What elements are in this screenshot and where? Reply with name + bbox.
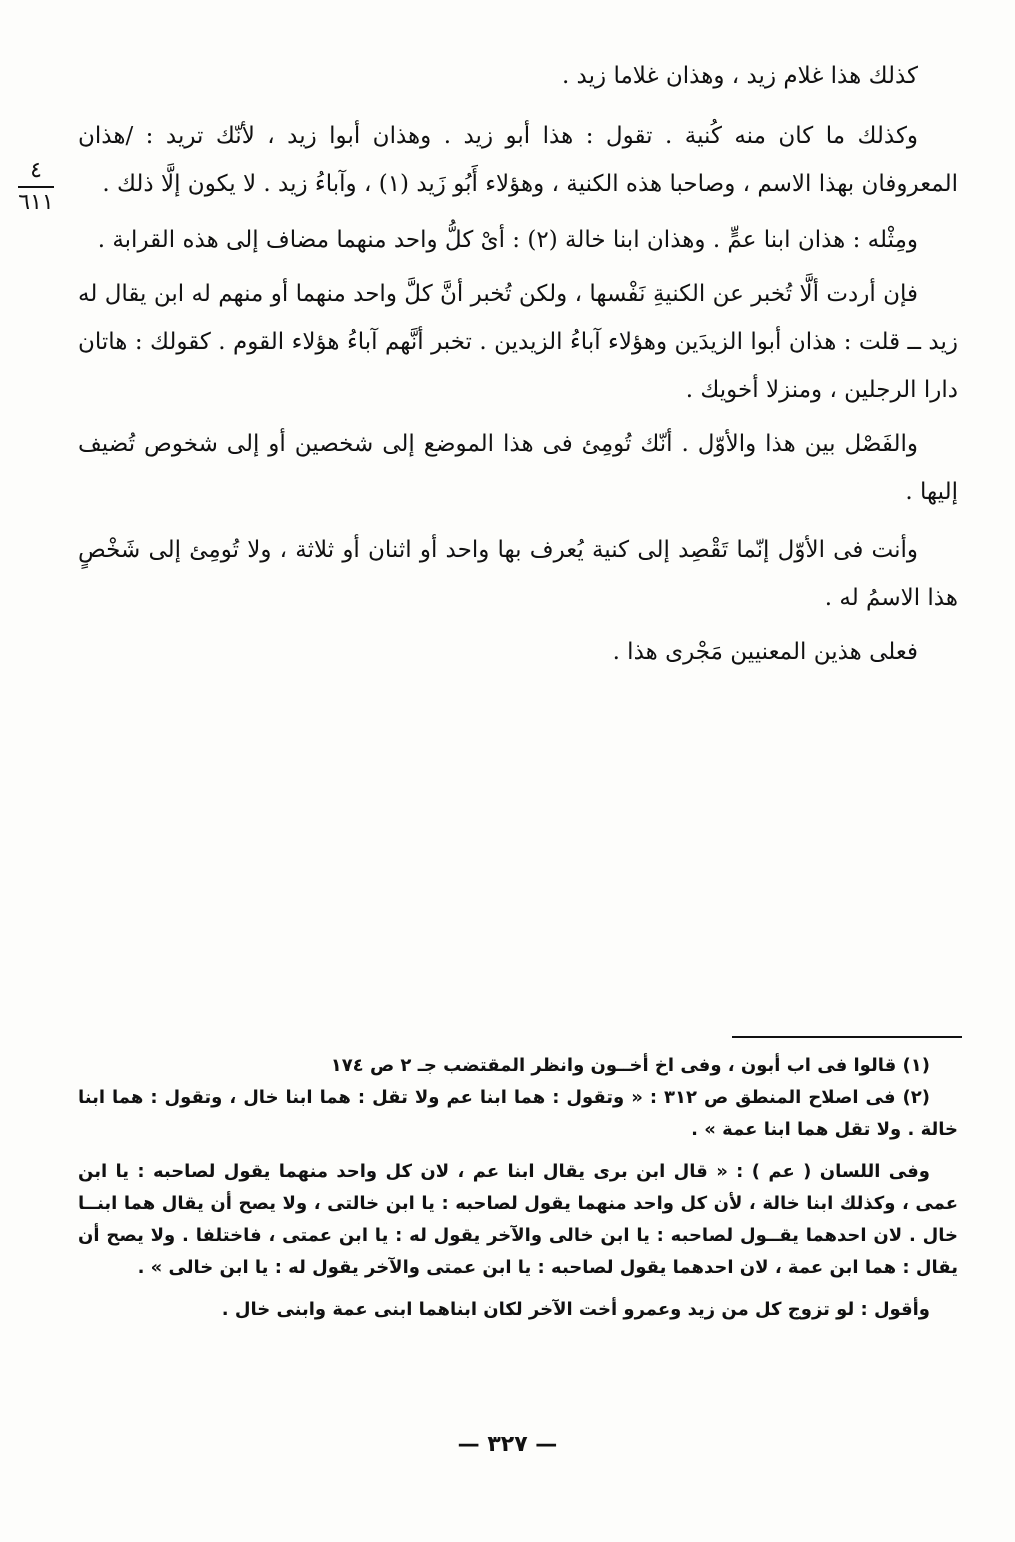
footnote-2-lisan: وفى اللسان ( عم ) : « قال ابن برى يقال ابنا عم ، لان كل واحد منهما يقول لصاحبه : يا ابن عمى ، وكذلك ابنا خالة ، لأن كل واحد منهما يقول لصاحبه : يا ابن خالتى ، ولا يصح أن يقال هما ابنــا خال . لان احدهما يقــول لصاحبه : يا ابن خالى والآخر يقول له : يا ابن عمتى ، فاختلفا . ولا يصح أن يقال : هما ابن عمة ، لان احدهما يقول لصاحبه : يا ابن عمتى والآخر يقول له : يا ابن خالى » . xyxy=(78,1161,958,1278)
footnote-2: (٢) فى اصلاح المنطق ص ٣١٢ : « وتقول : هما ابنا عم ولا تقل : هما ابنا خال ، وتقول : هما ابنا خالة . ولا تقل هما ابنا عمة » . xyxy=(78,1087,958,1140)
footnote-separator xyxy=(732,1036,962,1038)
main-paragraph-1: كذلك هذا غلام زيد ، وهذان غلاما زيد . xyxy=(561,63,918,89)
main-paragraph-2: وكذلك ما كان منه كُنية . تقول : هذا أبو زيد . وهذان أبوا زيد ، لأنّك تريد : /هذان المعروفان بهذا الاسم ، وصاحبا هذه الكنية ، وهؤلاء أَبُو زَيد (١) ، وآباءُ زيد . لا يكون إلَّا ذلك . xyxy=(78,123,958,197)
main-paragraph-4: فإن أردت ألَّا تُخبر عن الكنيةِ نَفْسها ، ولكن تُخبر أنَّ كلَّ واحد منهما أو منهم له ابن يقال له زيد ــ قلت : هذان أبوا الزيدَين وهؤلاء آباءُ الزيدين . تخبر أنَّهم آباءُ هؤلاء القوم . كقولك : هاتان دارا الرجلين ، ومنزلا أخويك . xyxy=(78,281,958,403)
page-number: — ٣٢٧ — xyxy=(457,1432,558,1457)
main-paragraph-6: وأنت فى الأوّل إنّما تَقْصِد إلى كنية يُعرف بها واحد أو اثنان أو ثلاثة ، ولا تُومِئ إلى شَخْصٍ هذا الاسمُ له . xyxy=(78,537,958,611)
margin-reference-bottom: ٦١١ xyxy=(18,190,54,215)
footnotes xyxy=(78,1050,958,1326)
main-paragraph-5: والفَصْل بين هذا والأوّل . أنّك تُومِئ فى هذا الموضع إلى شخصين أو إلى شخوص تُضيف إليها . xyxy=(78,431,958,505)
main-paragraph-3: ومِثْله : هذان ابنا عمٍّ . وهذان ابنا خالة (٢) : أىْ كلُّ واحد منهما مضاف إلى هذه القرابة . xyxy=(97,227,918,253)
footnote-1: (١) قالوا فى اب أبون ، وفى اخ أخــون وانظر المقتضب جـ ٢ ص ١٧٤ xyxy=(330,1055,930,1076)
margin-reference-rule xyxy=(18,186,54,188)
main-text xyxy=(78,52,958,676)
margin-reference xyxy=(14,158,58,216)
margin-reference-top: ٤ xyxy=(30,158,42,183)
main-paragraph-7: فعلى هذين المعنيين مَجْرى هذا . xyxy=(612,639,918,665)
footnote-2-comment: وأقول : لو تزوج كل من زيد وعمرو أخت الآخر لكان ابناهما ابنى عمة وابنى خال . xyxy=(221,1299,930,1320)
